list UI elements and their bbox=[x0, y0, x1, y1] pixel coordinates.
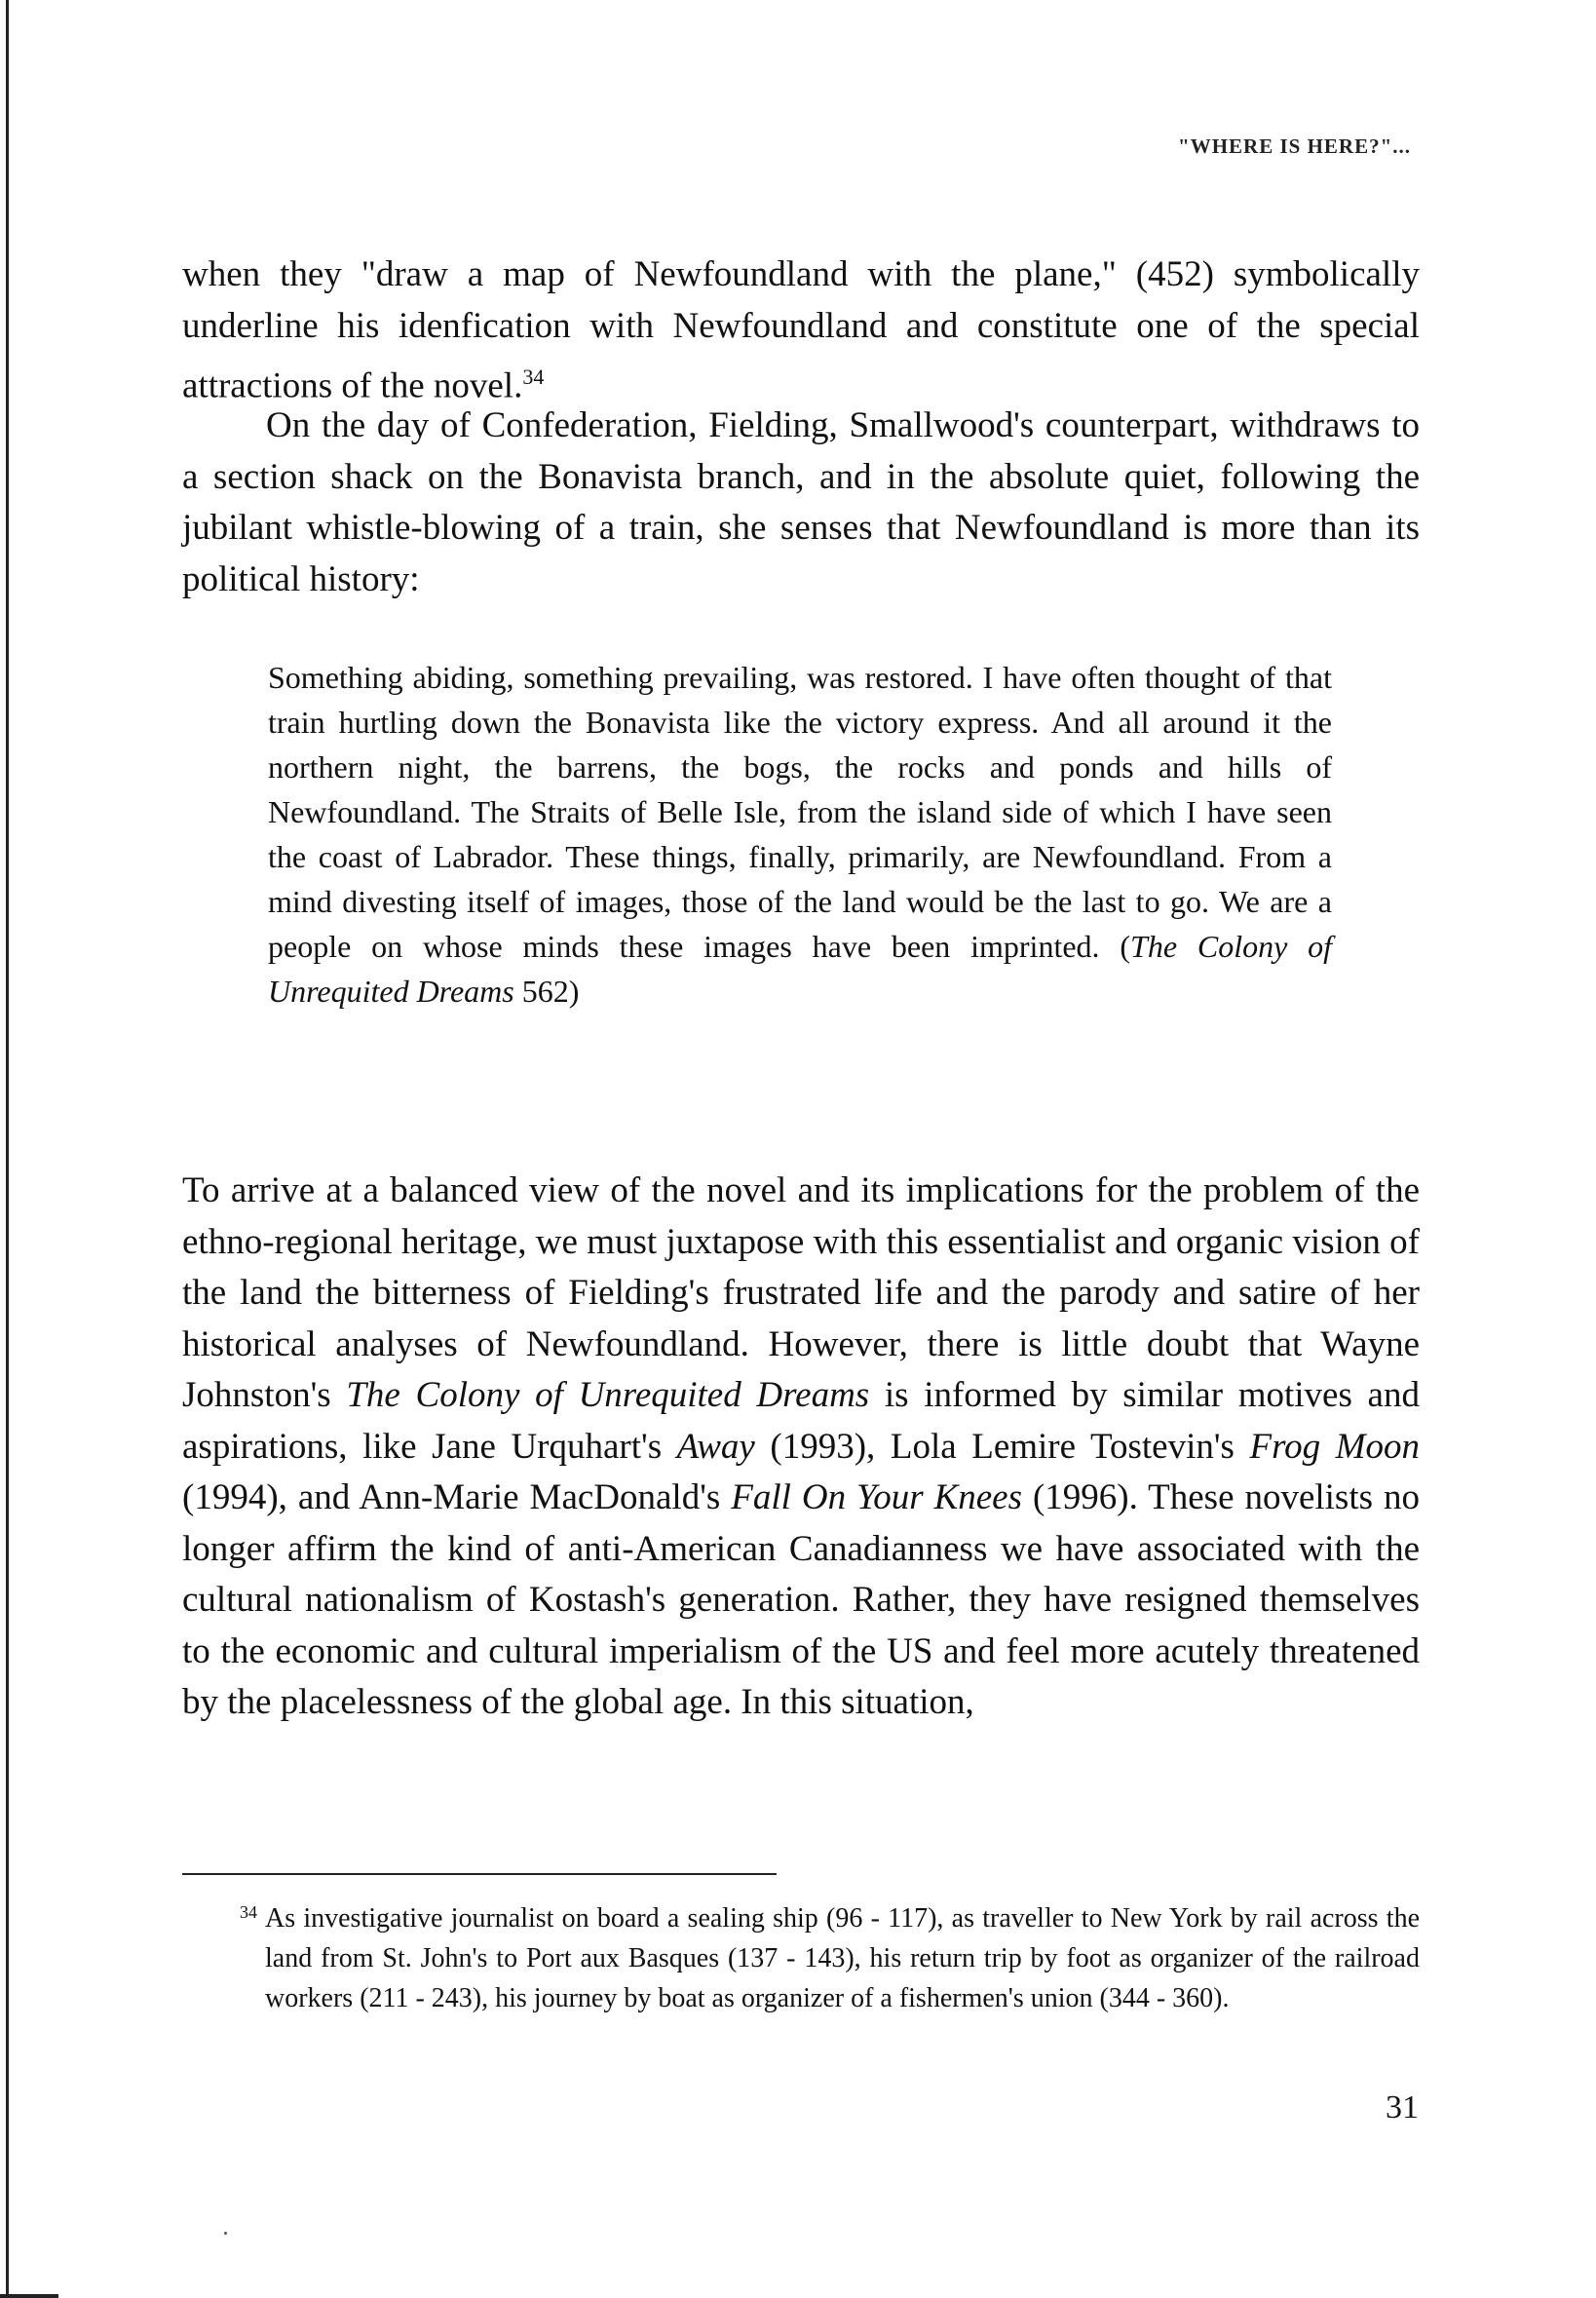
paragraph-1-text: when they "draw a map of Newfoundland with the plane," (452) symbolically underline his idenfication with Newfoundland and constitute one of the special attractions of the novel. bbox=[182, 254, 1420, 406]
p3-segment-4: (1994), and Ann-Marie MacDonald's bbox=[182, 1477, 732, 1517]
footnote-divider bbox=[182, 1873, 777, 1875]
footnote bbox=[240, 1898, 1420, 2018]
paragraph-1 bbox=[182, 249, 1420, 412]
footnote-text: As investigative journalist on board a sealing ship (96 - 117), as traveller to New York by rail across the land from St. John's to Port aux Basques (137 - 143), his return trip by foot as organizer of the railroad workers (211 - 243), his journey by boat as organizer of a fishermen's union (344 - 360). bbox=[265, 1903, 1420, 2013]
p3-title-frog-moon: Frog Moon bbox=[1249, 1426, 1420, 1467]
page-number: 31 bbox=[1386, 2089, 1419, 2126]
p3-segment-1: To arrive at a balanced view of the novel and its implications for the problem of the ethno-regional heritage, we must juxtapose with this essentialist and organic vision of the land the bitterness of Fielding's frustrated life and the parody and satire of her historical analyses of Newfoundland. However, there is little doubt that Wayne Johnston's bbox=[182, 1170, 1420, 1415]
p3-segment-3: (1993), Lola Lemire Tostevin's bbox=[754, 1426, 1250, 1467]
p3-title-colony: The Colony of Unrequited Dreams bbox=[346, 1375, 870, 1415]
quote-citation: 562) bbox=[513, 974, 580, 1009]
p3-title-fall-on-your-knees: Fall On Your Knees bbox=[731, 1477, 1022, 1517]
footnote-marker: 34 bbox=[240, 1902, 257, 1922]
p3-title-away: Away bbox=[676, 1426, 755, 1467]
p3-segment-5: (1996). These novelists no longer affirm the kind of anti-American Canadianness we have associated with the cultural nationalism of Kostash's generation. Rather, they have resigned themselves to the economic and cultural imperialism of the US and feel more acutely threatened by the placelessness of the global age. In this situation, bbox=[182, 1477, 1420, 1722]
quote-text: Something abiding, something prevailing, was restored. I have often thought of that train hurtling down the Bonavista like the victory express. And all around it the northern night, the barrens, the bogs, the rocks and ponds and hills of Newfoundland. The Straits of Belle Isle, from the island side of which I have seen the coast of Labrador. These things, finally, primarily, are Newfoundland. From a mind divesting itself of images, those of the land would be the last to go. We are a people on whose minds these images have been imprinted. ( bbox=[268, 660, 1332, 964]
block-quote bbox=[268, 655, 1332, 1014]
quote-book-title: The Colony of Unrequited Dreams bbox=[268, 929, 1333, 1009]
paragraph-3 bbox=[182, 1166, 1420, 1729]
paragraph-2: On the day of Confederation, Fielding, Smallwood's counterpart, withdraws to a section shack on the Bonavista branch, and in the absolute quiet, following the jubilant whistle-blowing of a train, she senses that Newfoundland is more than its political history: bbox=[182, 405, 1420, 599]
p3-segment-2: is informed by similar motives and aspirations, like Jane Urquhart's bbox=[182, 1375, 1420, 1467]
scan-speck bbox=[224, 2232, 227, 2235]
binding-edge bbox=[0, 0, 16, 2298]
footnote-reference: 34 bbox=[522, 364, 545, 389]
running-header: "WHERE IS HERE?"... bbox=[1178, 134, 1411, 158]
